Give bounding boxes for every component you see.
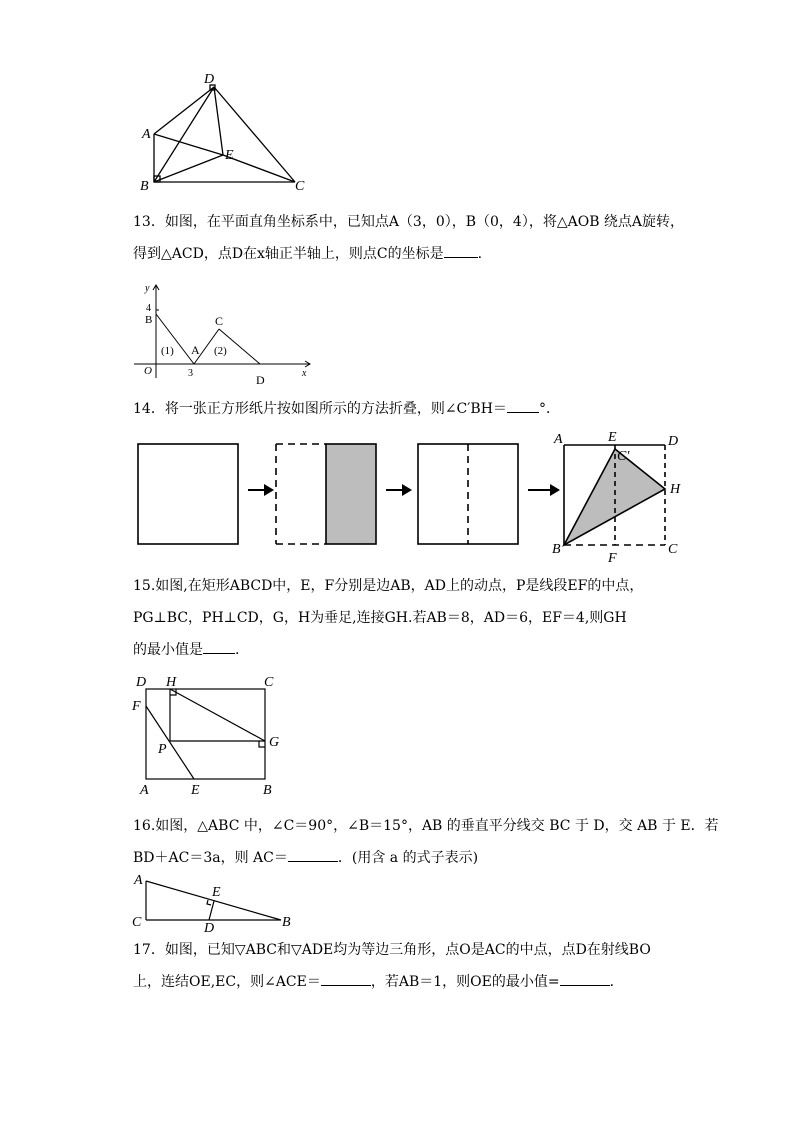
q13-label-b: B [145,314,153,326]
q15-line1: 15.如图,在矩形ABCD中，E，F分别是边AB，AD上的动点，P是线段EF的中点， [133,578,644,594]
q13-region-1: (1) [161,345,174,357]
figure-q13-coordinate [130,280,320,388]
q14-label-a: A [554,432,563,447]
q15-label-f: F [132,699,141,714]
fig-top-label-e: E [225,148,234,163]
q15-label-c: C [264,675,274,690]
q14-label-c: C [668,542,678,557]
question-13 [133,206,685,270]
question-14 [133,393,673,425]
q15-line3: 的最小值是 . [133,634,673,666]
q13-origin: O [144,365,152,377]
q13-answer-blank[interactable] [444,243,478,258]
q13-axis-y: y [145,283,150,294]
q13-label-d: D [256,373,265,387]
q16-line1: 16.如图，△ABC 中，∠C＝90°，∠B＝15°，AB 的垂直平分线交 BC 于 D，交 AB 于 E．若 [133,818,719,834]
q15-label-p: P [158,742,167,757]
q13-region-2: (2) [214,345,227,357]
q13-tick-4: 4 [146,303,151,314]
q15-label-g: G [269,735,280,750]
q15-label-a: A [140,783,149,798]
q17-line2: 上，连结OE,EC，则∠ACE＝ ，若AB＝1，则OE的最小值= ． [133,966,673,998]
q15-label-d: D [136,675,147,690]
q16-label-c: C [132,915,142,930]
q15-label-b: B [263,783,272,798]
question-16 [133,810,719,874]
question-17 [133,934,673,998]
q17-line1: 17．如图，已知▽ABC和▽ADE均为等边三角形，点O是AC的中点，点D在射线BO [133,942,651,958]
figure-q16-triangle [130,870,300,934]
q17-answer-blank-angle[interactable] [321,971,371,986]
q14-line1: 14．将一张正方形纸片按如图所示的方法折叠，则∠C′BH＝ °． [133,393,673,425]
q15-label-e: E [191,783,200,798]
fig-top-label-b: B [140,179,149,194]
q16-label-a: A [134,873,143,888]
q16-answer-blank[interactable] [288,847,338,862]
q13-axis-x: x [302,368,307,379]
q14-label-b: B [552,542,561,557]
fig-top-label-d: D [204,72,215,87]
q15-label-h: H [166,675,177,690]
q14-label-e: E [608,430,617,445]
q14-label-c-prime: C′ [617,449,630,464]
q15-line2: PG⊥BC，PH⊥CD，G，H为垂足,连接GH.若AB＝8，AD＝6，EF＝4,则GH [133,610,627,626]
q13-label-c: C [215,314,224,328]
fig-top-label-a: A [142,127,151,142]
q14-label-f: F [608,551,617,566]
q16-label-e: E [212,885,221,900]
q13-tick-3: 3 [188,368,193,379]
q15-answer-blank[interactable] [203,639,235,654]
q16-label-d: D [204,921,215,936]
figure-q15-rectangle [130,670,300,800]
question-15 [133,570,673,666]
fig-top-label-c: C [295,179,305,194]
q13-line1: 13．如图，在平面直角坐标系中，已知点A（3，0），B（0，4），将△AOB 绕点A旋转， [133,214,685,230]
q16-line2: BD＋AC＝3a，则 AC＝ ．(用含 a 的式子表示) [133,842,673,874]
q16-label-b: B [282,915,291,930]
q14-label-d: D [668,434,679,449]
q13-label-a: A [191,343,200,357]
q13-line2: 得到△ACD，点D在x轴正半轴上，则点C的坐标是 . [133,238,673,270]
q14-answer-blank[interactable] [507,398,539,413]
q14-label-h: H [670,482,681,497]
figure-top [130,66,320,196]
q17-answer-blank-min[interactable] [560,971,610,986]
figure-q14-folding [130,428,700,568]
